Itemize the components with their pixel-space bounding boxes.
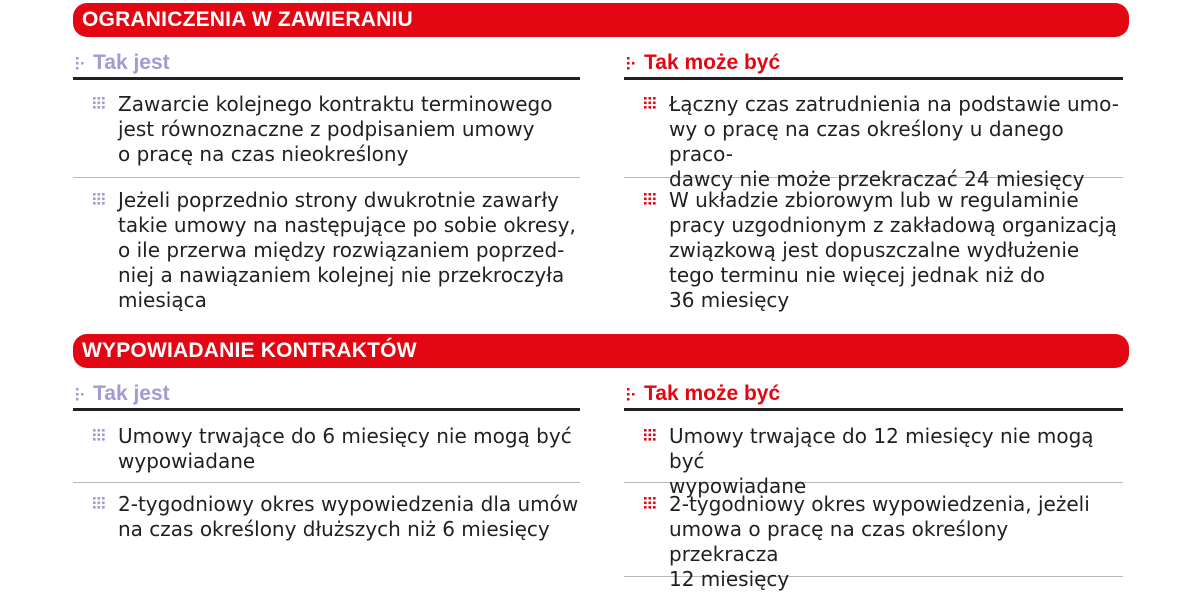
item-text: Jeżeli poprzednio strony dwukrotnie zawarły takie umowy na następujące po sobie okresy, o ile przerwa między rozwiązaniem poprzed- niej a nawiązaniem kolejnej nie przekroczyła miesiąca [118, 188, 576, 312]
item-text: W układzie zbiorowym lub w regulaminie pracy uzgodnionym z zakładową organizacją związkową jest dopuszczalne wydłużenie tego terminu nie więcej jednak niż do 36 miesięcy [669, 188, 1117, 312]
column-heading-label: Tak jest [93, 51, 170, 74]
column-heading-proposed [624, 381, 1123, 411]
grid-bullet-icon [644, 429, 656, 441]
list-item [624, 492, 1123, 591]
item-text: Umowy trwające do 12 miesięcy nie mogą być wypowiadane [669, 424, 1094, 498]
list-item [73, 424, 580, 483]
list-item [624, 424, 1123, 498]
list-item [73, 492, 580, 552]
grid-bullet-icon [644, 97, 656, 109]
item-text: 2-tygodniowy okres wypowiedzenia, jeżeli umowa o pracę na czas określony przekracza 12 miesięcy [669, 492, 1090, 591]
item-text: Zawarcie kolejnego kontraktu terminowego jest równoznaczne z podpisaniem umowy o pracę na czas nieokreślony [118, 92, 553, 166]
item-text: Umowy trwające do 6 miesięcy nie mogą być wypowiadane [118, 424, 572, 473]
grid-bullet-icon [644, 497, 656, 509]
grid-bullet-icon [93, 97, 105, 109]
column-heading-label: Tak może być [644, 51, 781, 74]
dots-marker-icon [625, 56, 639, 70]
item-text: Łączny czas zatrudnienia na podstawie umo- wy o pracę na czas określony u danego praco- dawcy nie może przekraczać 24 miesięcy [669, 92, 1119, 191]
grid-bullet-icon [93, 429, 105, 441]
column-heading-label: Tak może być [644, 382, 781, 405]
section-header-ograniczenia: OGRANICZENIA W ZAWIERANIU [73, 3, 1129, 37]
list-item [624, 92, 1123, 191]
grid-bullet-icon [93, 193, 105, 205]
column-heading-label: Tak jest [93, 382, 170, 405]
section-header-wypowiadanie: WYPOWIADANIE KONTRAKTÓW [73, 334, 1129, 368]
column-heading-current [73, 50, 580, 80]
column-heading-current [73, 381, 580, 411]
dots-marker-icon [625, 387, 639, 401]
grid-bullet-icon [644, 193, 656, 205]
dots-marker-icon [74, 56, 88, 70]
list-item [624, 188, 1123, 318]
item-text: 2-tygodniowy okres wypowiedzenia dla umów na czas określony dłuższych niż 6 miesięcy [118, 492, 579, 541]
list-item [73, 188, 580, 318]
column-heading-proposed [624, 50, 1123, 80]
grid-bullet-icon [93, 497, 105, 509]
dots-marker-icon [74, 387, 88, 401]
list-item [73, 92, 580, 178]
